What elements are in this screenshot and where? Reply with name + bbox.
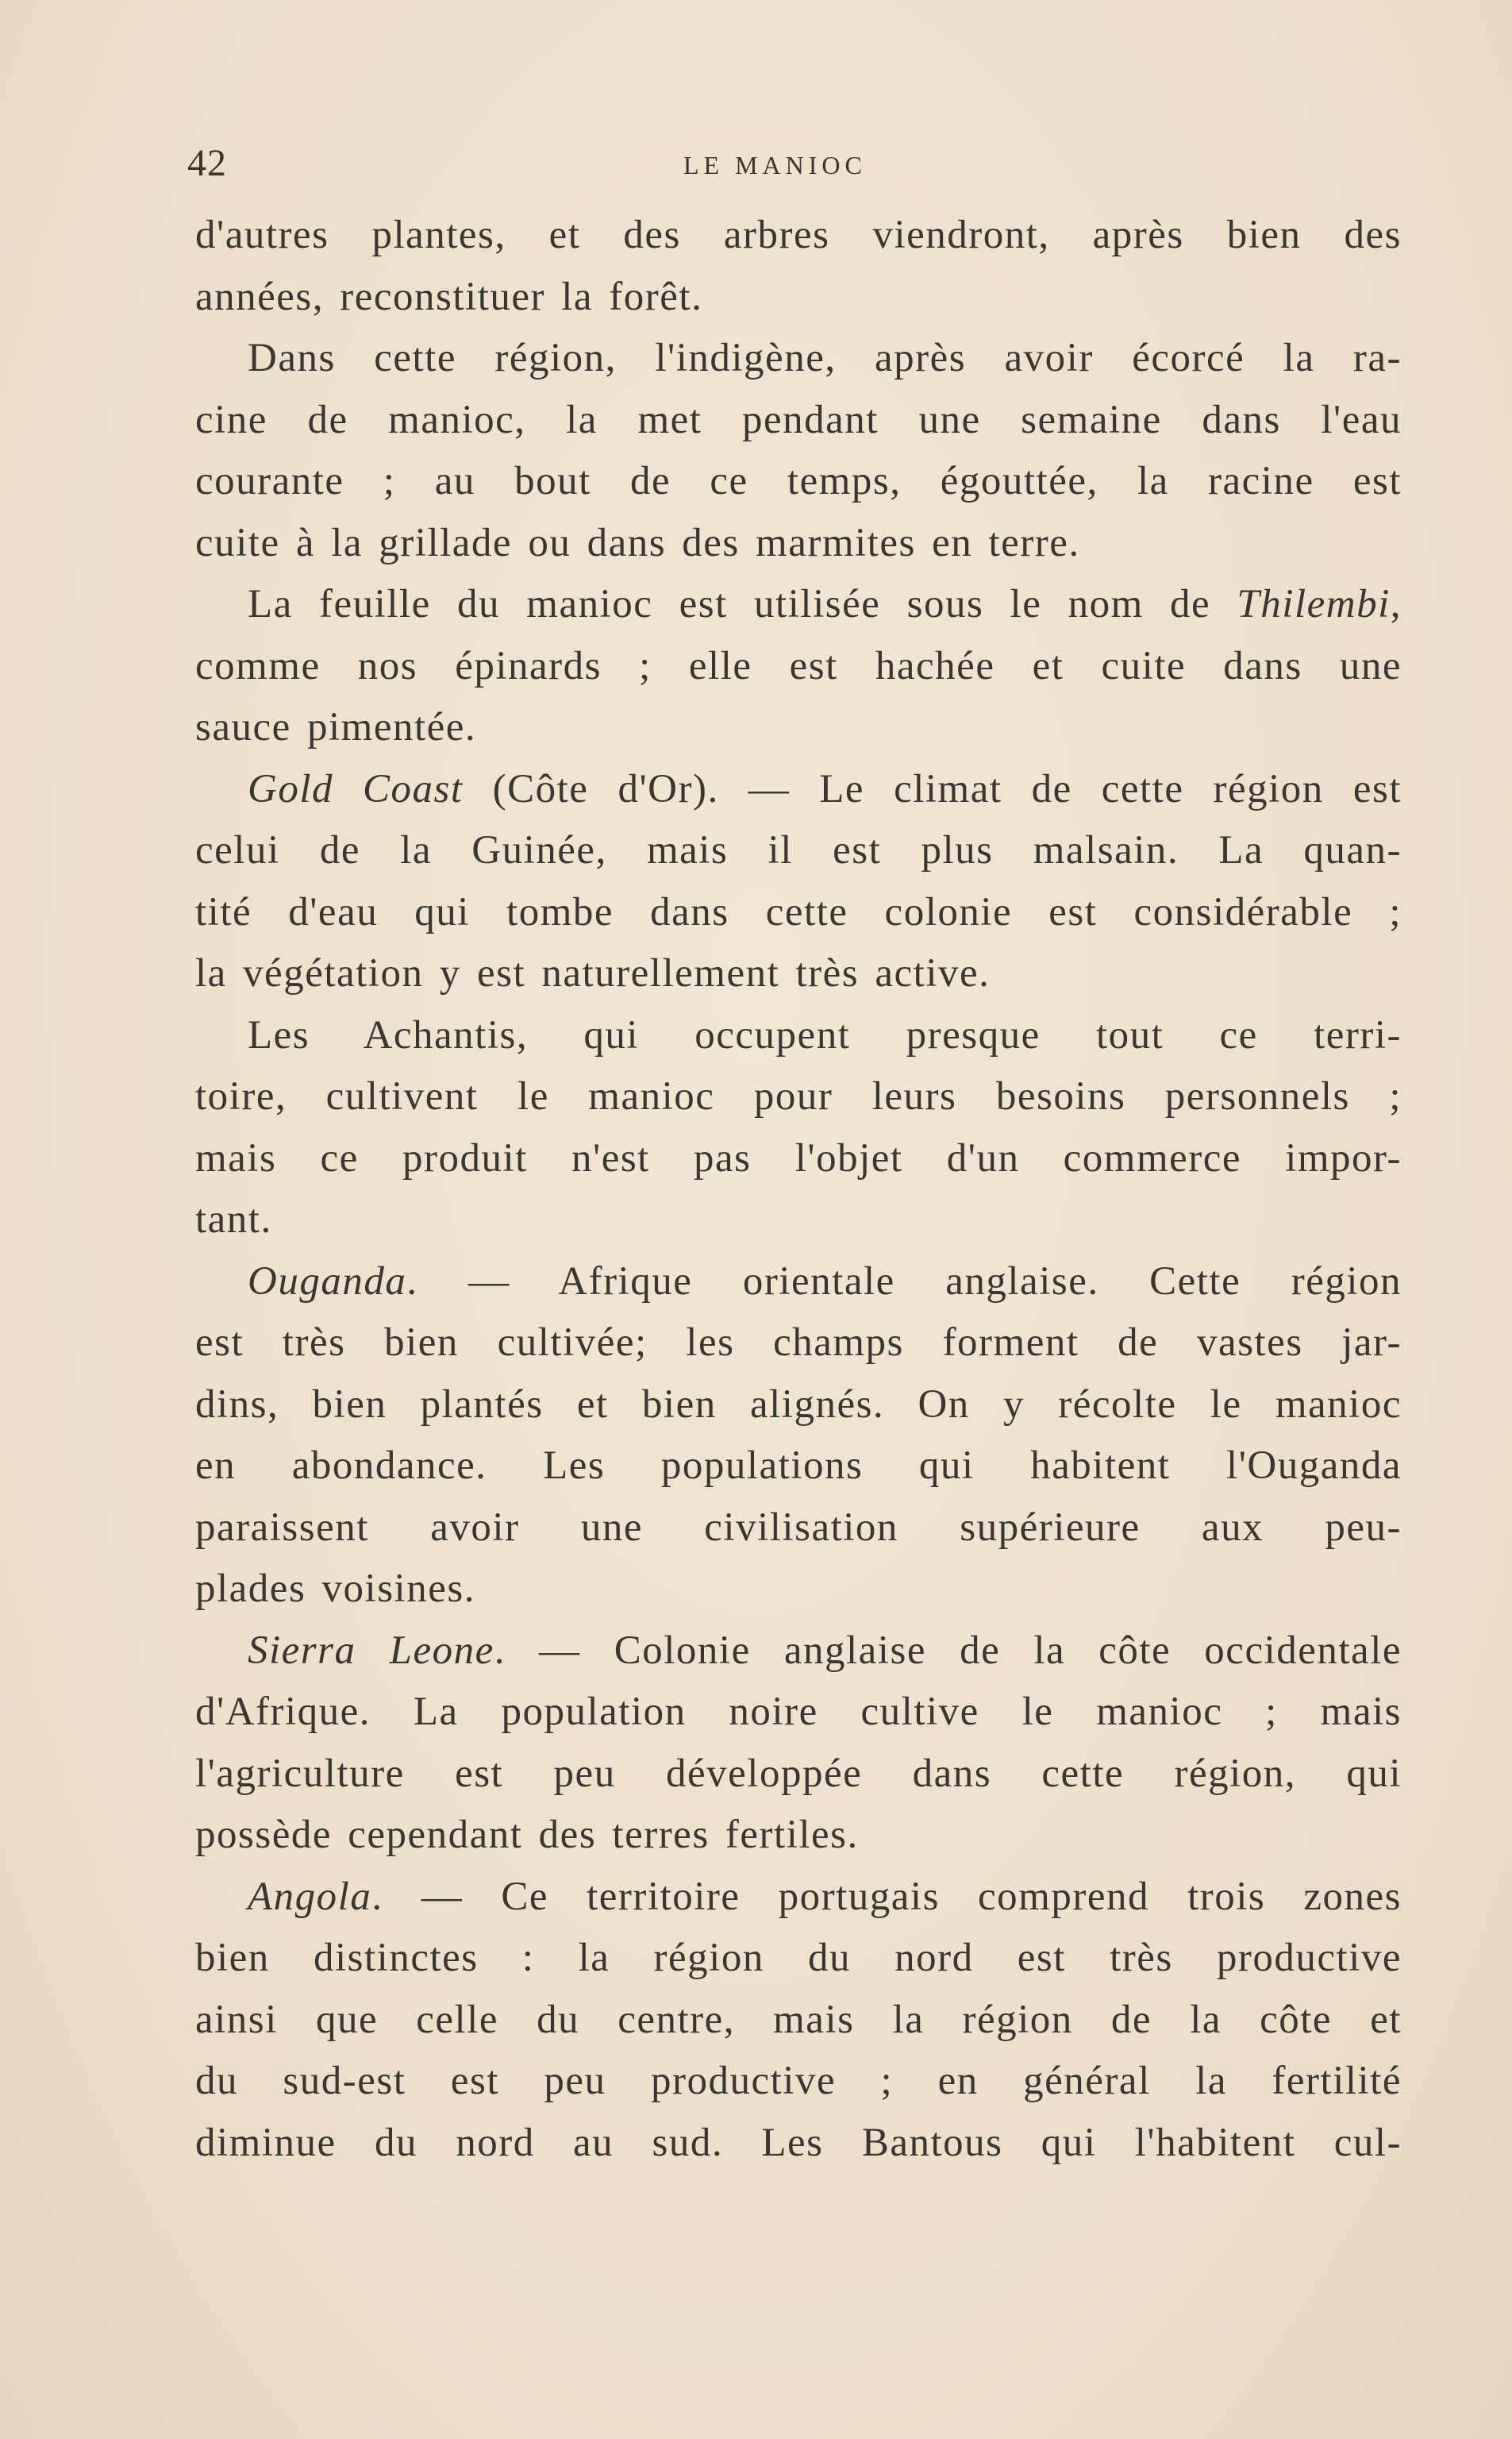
text-line: dins, bien plantés et bien alignés. On y récolte le manioc [195,1381,1402,1427]
text-line: tant. [195,1197,272,1242]
text-line: du sud-est est peu productive ; en général la fertilité [195,2059,1402,2103]
text-line: la végétation y est naturellement très active. [195,951,991,996]
text-line: toire, cultivent le manioc pour leurs besoins personnels ; [195,1074,1402,1119]
text-line: paraissent avoir une civilisation supérieure aux peu- [195,1505,1402,1550]
text-line: Angola. — Ce territoire portugais comprend trois zones [248,1874,1402,1919]
text-line: La feuille du manioc est utilisée sous le nom de Thilembi, [248,582,1402,626]
text-line: sauce pimentée. [195,705,477,749]
text-line: d'Afrique. La population noire cultive le manioc ; mais [195,1690,1402,1734]
body-text [195,205,1402,2174]
text-line: cuite à la grillade ou dans des marmites en terre. [195,520,1080,565]
text-line: possède cependant des terres fertiles. [195,1813,859,1857]
text-line: Dans cette région, l'indigène, après avoir écorcé la ra- [248,336,1402,380]
text-line: tité d'eau qui tombe dans cette colonie est considérable ; [195,889,1402,934]
page-number: 42 [187,142,227,184]
text-line: Les Achantis, qui occupent presque tout ce terri- [248,1012,1402,1058]
text-line: cine de manioc, la met pendant une semaine dans l'eau [195,397,1402,442]
text-line: plades voisines. [195,1566,475,1611]
text-line: celui de la Guinée, mais il est plus malsain. La quan- [195,828,1402,873]
text-line: en abondance. Les populations qui habitent l'Ouganda [195,1443,1402,1488]
text-line: d'autres plantes, et des arbres viendront, après bien des [195,213,1402,257]
text-line: mais ce produit n'est pas l'objet d'un commerce impor- [195,1135,1402,1181]
text-line: comme nos épinards ; elle est hachée et cuite dans une [195,643,1402,688]
text-line: Gold Coast (Côte d'Or). — Le climat de cette région est [248,766,1402,811]
text-line: diminue du nord au sud. Les Bantous qui l'habitent cul- [195,2120,1402,2165]
text-line: est très bien cultivée; les champs forment de vastes jar- [195,1320,1402,1365]
text-line: bien distinctes : la région du nord est très productive [195,1936,1402,1980]
running-head: LE MANIOC [683,151,867,179]
text-line: l'agriculture est peu développée dans cette région, qui [195,1751,1402,1796]
page-header [187,141,1402,197]
text-line: Ouganda. — Afrique orientale anglaise. Cette région [248,1258,1402,1304]
text-line: années, reconstituer la forêt. [195,274,703,319]
text-line: ainsi que celle du centre, mais la région de la côte et [195,1997,1402,2042]
text-line: courante ; au bout de ce temps, égouttée, la racine est [195,459,1402,503]
text-line: Sierra Leone. — Colonie anglaise de la côte occidentale [248,1628,1402,1673]
